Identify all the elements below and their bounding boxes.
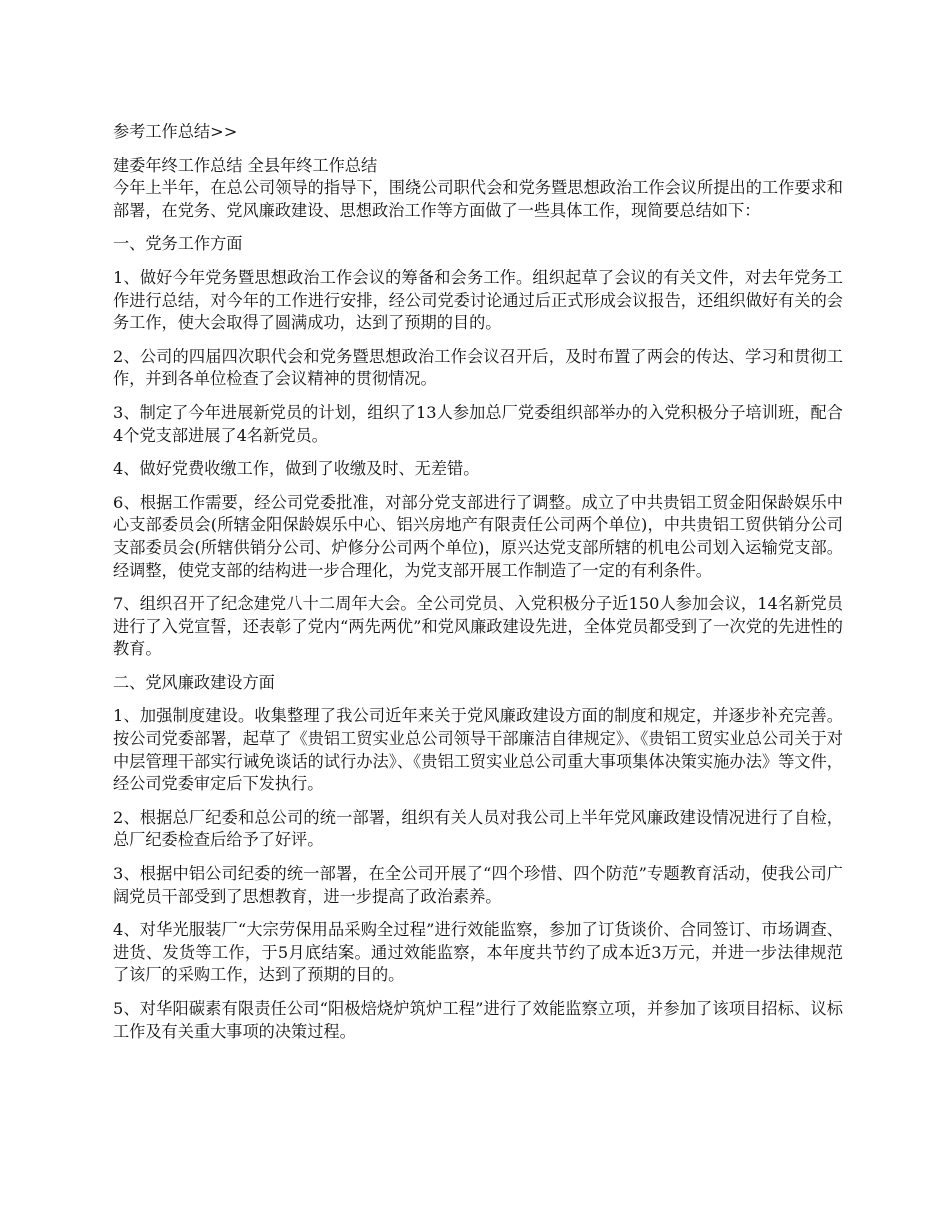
paragraph: 1、做好今年党务暨思想政治工作会议的筹备和会务工作。组织起草了会议的有关文件，对去年党务工作进行总结，对今年的工作进行安排，经公司党委讨论通过后正式形成会议报告，还组织做好有关的会务工作，使大会取得了圆满成功，达到了预期的目的。 — [113, 267, 843, 333]
reference-link[interactable]: 参考工作总结>> — [113, 122, 238, 141]
title-line: 建委年终工作总结 全县年终工作总结 — [113, 155, 378, 175]
paragraph: 3、制定了今年进展新党员的计划，组织了13人参加总厂党委组织部举办的入党积极分子培训班，配合4个党支部进展了4名新党员。 — [113, 402, 843, 445]
paragraph: 4、对华光服装厂“大宗劳保用品采购全过程”进行效能监察，参加了订货谈价、合同签订、市场调查、进货、发货等工作，于5月底结案。通过效能监察，本年度共节约了成本近3万元，并进一步法律规范了该厂的采购工作，达到了预期的目的。 — [113, 920, 843, 985]
section-heading-party-affairs: 一、党务工作方面 — [113, 234, 243, 254]
section-heading-clean-governance: 二、党风廉政建设方面 — [113, 672, 275, 692]
paragraph: 3、根据中铝公司纪委的统一部署，在全公司开展了“四个珍惜、四个防范”专题教育活动，使我公司广阔党员干部受到了思想教育，进一步提高了政治素养。 — [113, 864, 843, 906]
paragraph: 7、组织召开了纪念建党八十二周年大会。全公司党员、入党积极分子近150人参加会议，14名新党员进行了入党宣誓，还表彰了党内“两先两优”和党风廉政建设先进，全体党员都受到了一次党的先进性的教育。 — [113, 594, 843, 659]
paragraph: 1、加强制度建设。收集整理了我公司近年来关于党风廉政建设方面的制度和规定，并逐步补充完善。按公司党委部署，起草了《贵铝工贸实业总公司领导干部廉洁自律规定》、《贵铝工贸实业总公司关于对中层管理干部实行诫免谈话的试行办法》、《贵铝工贸实业总公司重大事项集体决策实施办法》等文件，经公司党委审定后下发执行。 — [113, 706, 843, 794]
document-body — [113, 121, 843, 1054]
paragraph: 4、做好党费收缴工作，做到了收缴及时、无差错。 — [113, 459, 480, 479]
intro-paragraph: 今年上半年，在总公司领导的指导下，围绕公司职代会和党务暨思想政治工作会议所提出的工作要求和部署，在党务、党风廉政建设、思想政治工作等方面做了一些具体工作，现简要总结如下： — [113, 178, 843, 220]
paragraph: 2、根据总厂纪委和总公司的统一部署，组织有关人员对我公司上半年党风廉政建设情况进行了自检，总厂纪委检查后给予了好评。 — [113, 807, 843, 850]
paragraph: 5、对华阳碳素有限责任公司“阳极焙烧炉筑炉工程”进行了效能监察立项，并参加了该项目招标、议标工作及有关重大事项的决策过程。 — [113, 999, 843, 1041]
paragraph: 6、根据工作需要，经公司党委批准，对部分党支部进行了调整。成立了中共贵铝工贸金阳保龄娱乐中心支部委员会(所辖金阳保龄娱乐中心、铝兴房地产有限责任公司两个单位)，中共贵铝工贸供销分公司支部委员会(所辖供销分公司、炉修分公司两个单位)，原兴达党支部所辖的机电公司划入运输党支部。经调整，使党支部的结构进一步合理化，为党支部开展工作制造了一定的有利条件。 — [113, 492, 843, 580]
paragraph: 2、公司的四届四次职代会和党务暨思想政治工作会议召开后，及时布置了两会的传达、学习和贯彻工作，并到各单位检查了会议精神的贯彻情况。 — [113, 346, 843, 389]
